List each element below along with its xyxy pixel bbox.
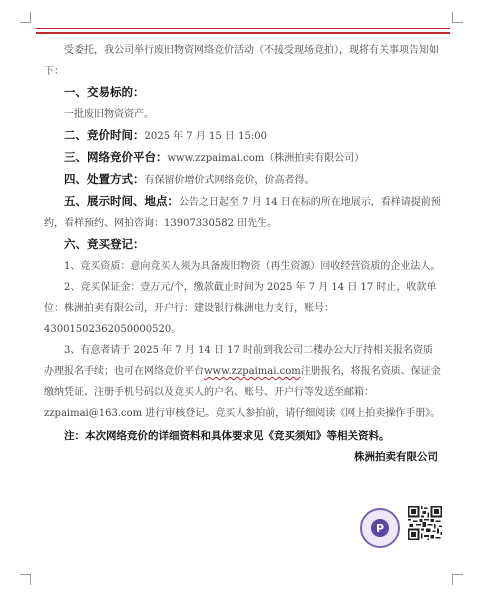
- item-3-text-b: 注册报名，将报名资质、保证金缴纳凭证、注册手机号码以及竞买人的户名、账号、开户行等发送至邮箱：zzpaimai@163.com 进行审核登记。竞买人参拍前，请仔细阅读《网上拍卖操作手册》。: [44, 366, 441, 419]
- item-2-deposit: 2、竞买保证金：壹万元/个，缴款截止时间为 2025 年 7 月 14 日 17 时止，收款单位：株洲拍卖有限公司，开户行：建设银行株洲电力支行，账号：43001502362050000520。: [44, 282, 437, 335]
- item-1-qualification: 1、竞买资质：意向竞买人须为具备废旧物资（再生资源）回收经营资质的企业法人。: [64, 261, 441, 272]
- section-4-body: 有保留价增价式网络竞价，价高者得。: [144, 175, 315, 186]
- section-4: [44, 169, 442, 191]
- section-1-body: 一批废旧物资资产。: [64, 109, 154, 120]
- intro-paragraph: 受委托，我公司举行废旧物资网络竞价活动（不接受现场竞拍），现将有关事项告知如下：: [44, 45, 439, 77]
- section-2-body: 2025 年 7 月 15 日 15:00: [144, 131, 267, 142]
- section-3-body: www.zzpaimai.com（株洲拍卖有限公司）: [167, 153, 365, 164]
- header-rule-top: [36, 28, 450, 29]
- section-2: [44, 125, 442, 147]
- section-3: [44, 147, 442, 169]
- company-seal-logo: [360, 508, 400, 548]
- corner-mark-top-left: [20, 12, 31, 23]
- corner-mark-top-right: [452, 12, 463, 23]
- item-3-text-a: 3、有意者请于 2025 年 7 月 14 日 17 时前到我公司二楼办公大厅持相关报名资质办理报名手续；也可在网络竞价平台: [44, 345, 434, 377]
- section-1-heading: 一、交易标的：: [64, 85, 145, 99]
- corner-mark-bottom-right: [452, 574, 463, 585]
- footer-note: 注：本次网络竞价的详细资料和具体要求见《竞买须知》等相关资料。: [64, 430, 390, 442]
- company-name: 株洲拍卖有限公司: [354, 451, 438, 463]
- item-3-registration: [44, 340, 442, 424]
- section-3-heading: 三、网络竞价平台：: [64, 150, 168, 164]
- corner-mark-bottom-left: [20, 574, 31, 585]
- section-5-heading: 五、展示时间、地点：: [64, 194, 179, 208]
- section-5: [44, 191, 442, 234]
- notice-body: [44, 40, 442, 468]
- seal-letter: P: [371, 519, 389, 537]
- section-1: [44, 82, 442, 104]
- section-6-heading: 六、竞买登记：: [64, 237, 145, 251]
- qr-code: [408, 506, 442, 540]
- header-rule-bottom: [36, 32, 450, 34]
- section-2-heading: 二、竞价时间：: [64, 128, 145, 142]
- section-4-heading: 四、处置方式：: [64, 172, 145, 186]
- platform-link[interactable]: www.zzpaimai.com: [204, 366, 301, 377]
- section-6: [44, 234, 442, 256]
- section-5-body: 公告之日起至 7 月 14 日在标的所在地展示，看样请提前预约，看样预约、网拍咨询：13907330582 田先生。: [44, 197, 441, 229]
